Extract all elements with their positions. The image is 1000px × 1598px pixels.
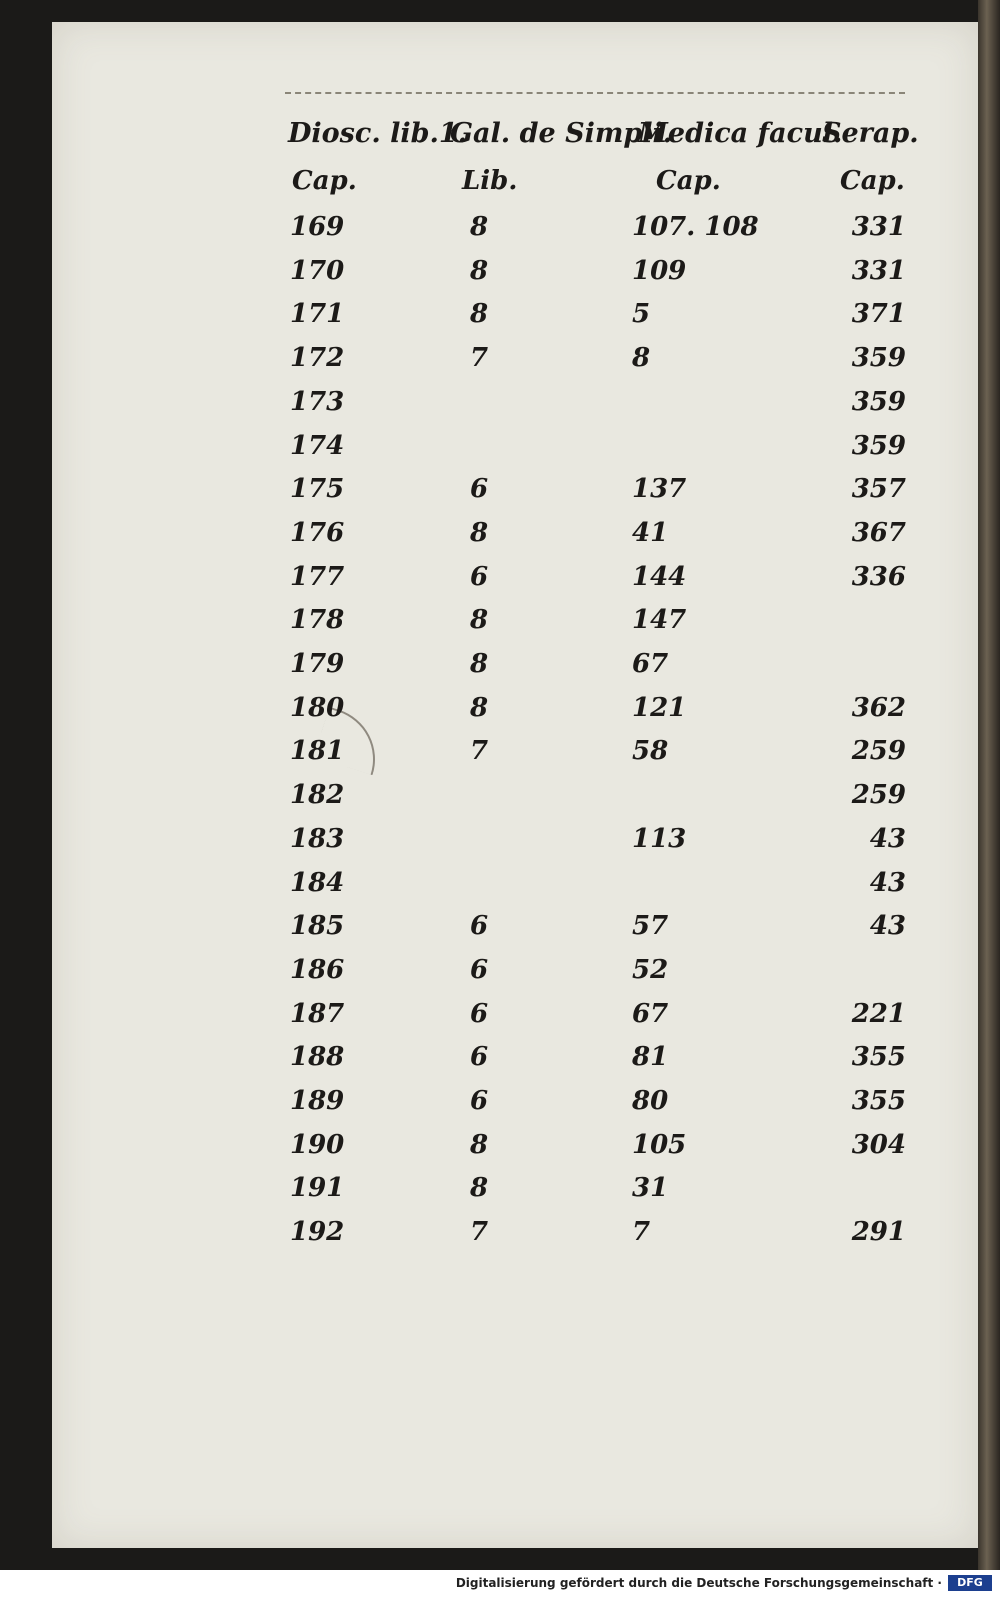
- table-cell: 6: [470, 474, 489, 505]
- table-cell: 178: [290, 605, 345, 636]
- table-cell: 192: [290, 1217, 345, 1248]
- table-cell: 186: [290, 954, 345, 985]
- table-cell: 58: [632, 736, 669, 767]
- table-cell: 8: [470, 255, 489, 286]
- dfg-logo: DFG: [948, 1575, 992, 1591]
- table-cell: 31: [632, 1173, 669, 1204]
- table-cell: 8: [470, 212, 489, 242]
- table-cell: 6: [470, 954, 489, 985]
- table-cell: 259: [851, 736, 906, 767]
- table-cell: 184: [290, 867, 345, 898]
- table-cell: 359: [851, 343, 906, 374]
- book-edge: [978, 0, 1000, 1570]
- table-cell: 7: [632, 1217, 651, 1248]
- table-cell: 6: [470, 1042, 489, 1073]
- table-cell: 188: [290, 1042, 345, 1073]
- table-cell: 191: [290, 1173, 345, 1204]
- subheader-serapion: Cap.: [840, 166, 905, 196]
- table-cell: 177: [290, 561, 345, 592]
- table-cell: 109: [632, 255, 687, 286]
- table-cell: 291: [851, 1217, 906, 1248]
- table-cell: 52: [632, 954, 669, 985]
- table-cell: 113: [632, 823, 687, 854]
- table-cell: 8: [470, 605, 489, 636]
- footer-bar: [0, 1570, 1000, 1598]
- book-page: [52, 22, 978, 1548]
- header-dioscorides: Diosc. lib.1.: [288, 118, 468, 149]
- table-cell: 359: [851, 386, 906, 417]
- table-cell: 67: [632, 998, 669, 1029]
- table-cell: 43: [869, 867, 906, 898]
- subheader-dioscorides: Cap.: [292, 166, 357, 196]
- header-medica: Medica facul.: [638, 118, 843, 149]
- table-cell: 331: [851, 212, 906, 242]
- table-cell: 8: [470, 299, 489, 330]
- table-cell: 41: [632, 517, 669, 548]
- table-cell: 43: [869, 823, 906, 854]
- header-rule: [285, 92, 905, 94]
- table-cell: 5: [632, 299, 651, 330]
- table-cell: 362: [851, 692, 906, 723]
- subheader-galen: Lib.: [462, 166, 518, 196]
- table-cell: 171: [290, 299, 345, 330]
- table-cell: 180: [290, 692, 345, 723]
- table-cell: 144: [632, 561, 687, 592]
- table-cell: 81: [632, 1042, 669, 1073]
- table-cell: 182: [290, 780, 345, 811]
- table-cell: 355: [851, 1042, 906, 1073]
- table-cell: 173: [290, 386, 345, 417]
- table-cell: 172: [290, 343, 345, 374]
- table-cell: 183: [290, 823, 345, 854]
- table-cell: 6: [470, 998, 489, 1029]
- table-cell: 7: [470, 1217, 489, 1248]
- table-cell: 6: [470, 911, 489, 942]
- table-cell: 185: [290, 911, 345, 942]
- table-cell: 121: [632, 692, 687, 723]
- table-cell: 169: [290, 212, 345, 242]
- header-galen: Gal. de Simpli.: [450, 118, 673, 149]
- table-cell: 170: [290, 255, 345, 286]
- header-serapion: Serap.: [822, 118, 919, 149]
- table-cell: 371: [851, 299, 906, 330]
- table-cell: 8: [470, 517, 489, 548]
- table-cell: 80: [632, 1086, 669, 1116]
- table-cell: 107. 108: [632, 212, 759, 242]
- table-cell: 175: [290, 474, 345, 505]
- footer-credit: Digitalisierung gefördert durch die Deutsche Forschungsgemeinschaft ·: [455, 1576, 942, 1590]
- table-cell: 355: [851, 1086, 906, 1116]
- table-cell: 176: [290, 517, 345, 548]
- table-cell: 7: [470, 736, 489, 767]
- table-cell: 221: [851, 998, 906, 1029]
- table-cell: 8: [632, 343, 651, 374]
- table-cell: 181: [290, 736, 345, 767]
- table-cell: 7: [470, 343, 489, 374]
- table-cell: 336: [851, 561, 906, 592]
- table-cell: 8: [470, 649, 489, 679]
- table-cell: 147: [632, 605, 687, 636]
- table-cell: 179: [290, 649, 345, 679]
- table-cell: 8: [470, 1173, 489, 1204]
- table-cell: 190: [290, 1129, 345, 1160]
- table-cell: 187: [290, 998, 345, 1029]
- subheader-medica: Cap.: [656, 166, 721, 196]
- table-cell: 259: [851, 780, 906, 811]
- table-cell: 331: [851, 255, 906, 286]
- table-cell: 67: [632, 649, 669, 679]
- table-cell: 357: [851, 474, 906, 505]
- table-cell: 367: [851, 517, 906, 548]
- table-cell: 43: [869, 911, 906, 942]
- table-cell: 359: [851, 430, 906, 461]
- table-cell: 8: [470, 692, 489, 723]
- table-cell: 174: [290, 430, 345, 461]
- table-cell: 137: [632, 474, 687, 505]
- table-cell: 57: [632, 911, 669, 942]
- table-cell: 189: [290, 1086, 345, 1116]
- table-cell: 8: [470, 1129, 489, 1160]
- table-cell: 6: [470, 561, 489, 592]
- table-cell: 6: [470, 1086, 489, 1116]
- table-cell: 304: [851, 1129, 906, 1160]
- table-cell: 105: [632, 1129, 687, 1160]
